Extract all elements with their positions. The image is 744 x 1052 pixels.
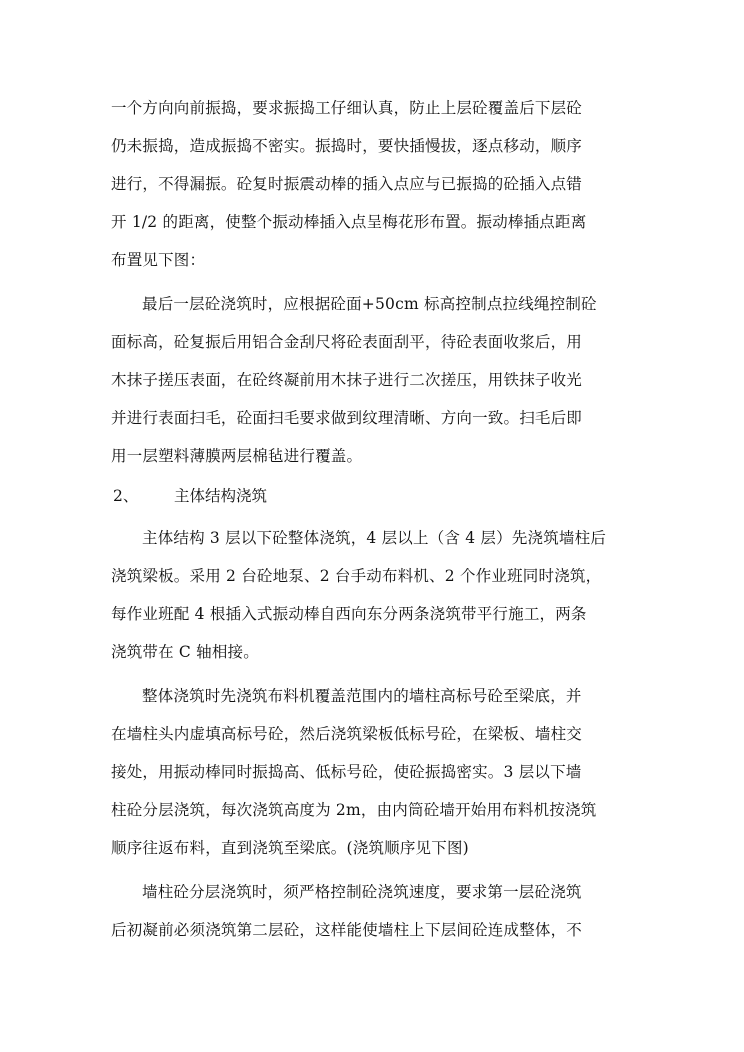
paragraph-2-line-3: 木抹子搓压表面，在砼终凝前用木抹子进行二次搓压，用铁抹子收光: [111, 371, 583, 389]
paragraph-1-line-4: 开 1/2 的距离，使整个振动棒插入点呈梅花形布置。振动棒插点距离: [111, 213, 587, 231]
section-number: 2、: [113, 487, 139, 505]
paragraph-4-line-3: 接处，用振动棒同时振捣高、低标号砼，使砼振捣密实。3 层以下墙: [111, 763, 582, 781]
paragraph-3-line-3: 每作业班配 4 根插入式振动棒自西向东分两条浇筑带平行施工，两条: [111, 605, 587, 623]
paragraph-4-line-5: 顺序往返布料，直到浇筑至梁底。(浇筑顺序见下图): [111, 839, 469, 857]
section-title: 主体结构浇筑: [174, 487, 268, 505]
paragraph-1-line-3: 进行，不得漏振。砼复时振震动棒的插入点应与已振捣的砼插入点错: [111, 175, 583, 193]
paragraph-5-line-2: 后初凝前必须浇筑第二层砼，这样能使墙柱上下层间砼连成整体，不: [111, 921, 583, 939]
paragraph-1-line-5: 布置见下图：: [111, 251, 206, 269]
paragraph-1-line-1: 一个方向向前振捣，要求振捣工仔细认真，防止上层砼覆盖后下层砼: [111, 99, 583, 117]
paragraph-3-line-4: 浇筑带在 C 轴相接。: [111, 643, 259, 661]
paragraph-2-line-2: 面标高，砼复振后用铝合金刮尺将砼表面刮平，待砼表面收浆后，用: [111, 333, 583, 351]
paragraph-3-line-2: 浇筑梁板。采用 2 台砼地泵、2 台手动布料机、2 个作业班同时浇筑，: [111, 567, 602, 585]
paragraph-4-line-2: 在墙柱头内虚填高标号砼，然后浇筑梁板低标号砼，在梁板、墙柱交: [111, 725, 583, 743]
paragraph-4-line-1: 整体浇筑时先浇筑布料机覆盖范围内的墙柱高标号砼至梁底，并: [142, 687, 582, 705]
paragraph-1-line-2: 仍未振捣，造成振捣不密实。振捣时，要快插慢拔，逐点移动，顺序: [111, 137, 583, 155]
paragraph-2-line-4: 并进行表面扫毛，砼面扫毛要求做到纹理清晰、方向一致。扫毛后即: [111, 409, 583, 427]
paragraph-3-line-1: 主体结构 3 层以下砼整体浇筑，4 层以上（含 4 层）先浇筑墙柱后: [142, 529, 607, 547]
paragraph-2-line-5: 用一层塑料薄膜两层棉毡进行覆盖。: [111, 447, 363, 465]
paragraph-5-line-1: 墙柱砼分层浇筑时，须严格控制砼浇筑速度，要求第一层砼浇筑: [142, 883, 582, 901]
paragraph-2-line-1: 最后一层砼浇筑时，应根据砼面+50cm 标高控制点拉线绳控制砼: [142, 295, 597, 313]
paragraph-4-line-4: 柱砼分层浇筑，每次浇筑高度为 2m，由内筒砼墙开始用布料机按浇筑: [111, 801, 597, 819]
